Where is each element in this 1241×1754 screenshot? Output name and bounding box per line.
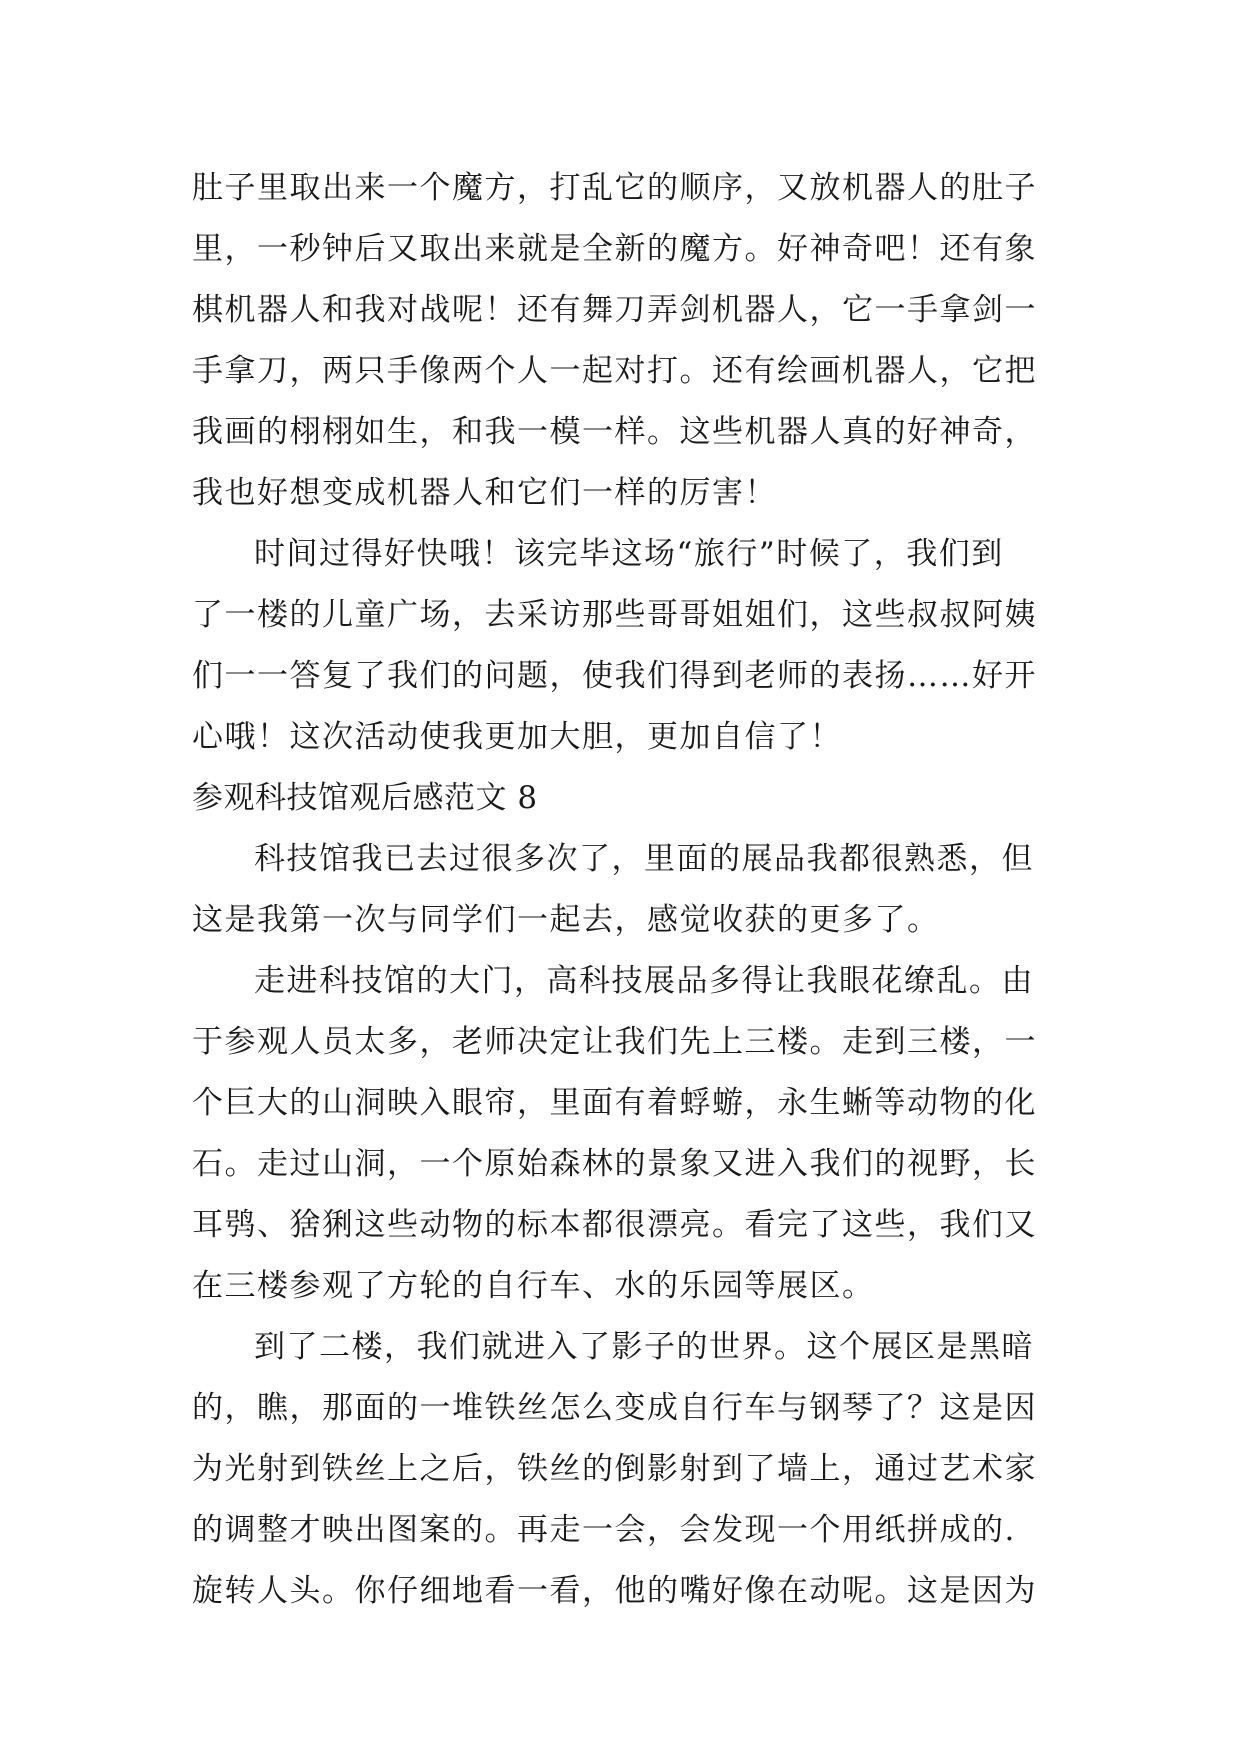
- text-line: 肚子里取出来一个魔方，打乱它的顺序，又放机器人的肚子: [192, 170, 1037, 206]
- text-line: 的调整才映出图案的。再走一会，会发现一个用纸拼成的.: [192, 1512, 1016, 1548]
- text-line: 耳鸮、猞猁这些动物的标本都很漂亮。看完了这些，我们又: [192, 1207, 1037, 1243]
- text-line: 我也好想变成机器人和它们一样的厉害！: [192, 475, 777, 511]
- paragraph-start-line: 走进科技馆的大门，高科技展品多得让我眼花缭乱。由: [254, 963, 1034, 999]
- text-line: 手拿刀，两只手像两个人一起对打。还有绘画机器人，它把: [192, 353, 1037, 389]
- text-line: 为光射到铁丝上之后，铁丝的倒影射到了墙上，通过艺术家: [192, 1451, 1037, 1487]
- document-body: [192, 158, 1072, 1622]
- text-line: 们一一答复了我们的问题，使我们得到老师的表扬……好开: [192, 658, 1037, 694]
- text-line: 这是我第一次与同学们一起去，感觉收获的更多了。: [192, 902, 940, 938]
- paragraph-start-line: 科技馆我已去过很多次了，里面的展品我都很熟悉，但: [254, 841, 1034, 877]
- text-line: 里，一秒钟后又取出来就是全新的魔方。好神奇吧！还有象: [192, 231, 1037, 267]
- text-line: 石。走过山洞，一个原始森林的景象又进入我们的视野，长: [192, 1146, 1037, 1182]
- paragraph-start-line: 时间过得好快哦！该完毕这场“旅行”时候了，我们到: [254, 536, 1004, 572]
- paragraph-start-line: 到了二楼，我们就进入了影子的世界。这个展区是黑暗: [254, 1329, 1034, 1365]
- text-line: 于参观人员太多，老师决定让我们先上三楼。走到三楼，一: [192, 1024, 1037, 1060]
- text-line: 心哦！这次活动使我更加大胆，更加自信了！: [192, 719, 842, 755]
- text-line: 旋转人头。你仔细地看一看，他的嘴好像在动呢。这是因为: [192, 1573, 1037, 1609]
- text-line: 在三楼参观了方轮的自行车、水的乐园等展区。: [192, 1268, 875, 1304]
- text-line: 棋机器人和我对战呢！还有舞刀弄剑机器人，它一手拿剑一: [192, 292, 1037, 328]
- text-line: 个巨大的山洞映入眼帘，里面有着蜉蝣，永生蜥等动物的化: [192, 1085, 1037, 1121]
- text-line: 的，瞧，那面的一堆铁丝怎么变成自行车与钢琴了？这是因: [192, 1390, 1037, 1426]
- text-line: 了一楼的儿童广场，去采访那些哥哥姐姐们，这些叔叔阿姨: [192, 597, 1037, 633]
- text-line: 我画的栩栩如生，和我一模一样。这些机器人真的好神奇，: [192, 414, 1037, 450]
- section-heading: 参观科技馆观后感范文 8: [192, 780, 538, 816]
